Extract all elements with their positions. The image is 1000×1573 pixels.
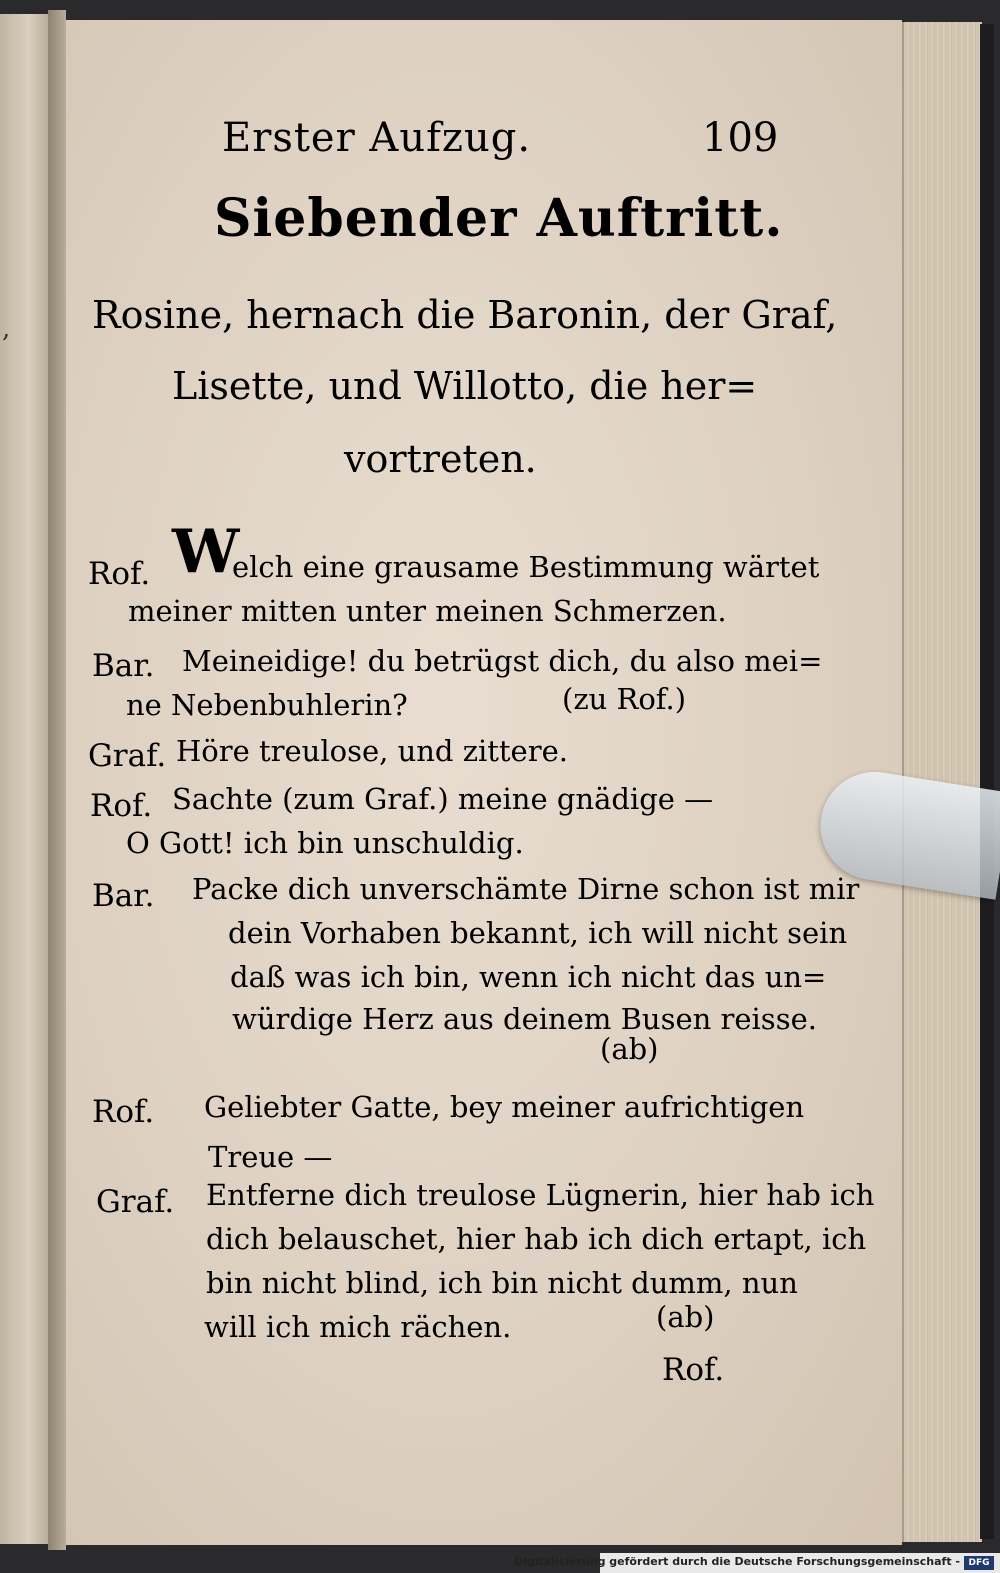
drop-cap: W xyxy=(172,517,240,587)
dfg-logo: DFG xyxy=(964,1556,994,1570)
speech-line: ne Nebenbuhlerin? xyxy=(126,688,408,722)
cast-line: Rosine, hernach die Baronin, der Graf, xyxy=(92,293,838,337)
speech-line: Sachte (zum Graf.) meine gnädige — xyxy=(172,782,714,816)
speech-line: dich belauschet, hier hab ich dich ertapt, ich xyxy=(206,1222,867,1256)
speech-line: O Gott! ich bin unschuldig. xyxy=(126,826,524,860)
digitization-credit: Digitalisierung gefördert durch die Deutsche Forschungsgemeinschaft - xyxy=(513,1555,960,1568)
speaker-label: Rof. xyxy=(88,556,151,592)
speech-line: Packe dich unverschämte Dirne schon ist mir xyxy=(192,872,860,906)
facing-page-edge xyxy=(0,14,48,1544)
speech-line: elch eine grausame Bestimmung wärtet xyxy=(232,550,820,584)
stage-direction: (zu Rof.) xyxy=(562,682,687,716)
scene-title: Siebender Auftritt. xyxy=(214,188,784,249)
running-head: Erster Aufzug. xyxy=(222,115,532,161)
page-number: 109 xyxy=(702,115,779,161)
speaker-label: Graf. xyxy=(96,1184,175,1220)
speaker-label: Bar. xyxy=(92,878,155,914)
speech-line: Höre treulose, und zittere. xyxy=(176,734,568,768)
speech-line: daß was ich bin, wenn ich nicht das un= xyxy=(230,960,827,994)
catchword: Rof. xyxy=(662,1352,725,1388)
speaker-label: Bar. xyxy=(92,648,155,684)
page-edge-shadow xyxy=(980,24,994,1539)
speech-line: Meineidige! du betrügst dich, du also mei= xyxy=(182,644,823,678)
speech-line: Geliebter Gatte, bey meiner aufrichtigen xyxy=(204,1090,805,1124)
speech-line: würdige Herz aus deinem Busen reisse. xyxy=(232,1002,817,1036)
speaker-label: Graf. xyxy=(88,738,167,774)
cast-line: vortreten. xyxy=(344,437,537,481)
speech-line: Entferne dich treulose Lügnerin, hier hab ich xyxy=(206,1178,875,1212)
speaker-label: Rof. xyxy=(90,788,153,824)
speech-line: dein Vorhaben bekannt, ich will nicht sein xyxy=(228,916,848,950)
facing-page-mark: , xyxy=(2,314,11,344)
speaker-label: Rof. xyxy=(92,1094,155,1130)
speech-line: Treue — xyxy=(208,1140,333,1174)
stage-direction: (ab) xyxy=(600,1032,659,1066)
speech-line: meiner mitten unter meinen Schmerzen. xyxy=(128,594,727,628)
speech-line: will ich mich rächen. xyxy=(204,1310,512,1344)
book-gutter xyxy=(48,10,66,1550)
stage-direction: (ab) xyxy=(656,1300,715,1334)
speech-line: bin nicht blind, ich bin nicht dumm, nun xyxy=(206,1266,798,1300)
cast-line: Lisette, und Willotto, die her= xyxy=(172,364,758,408)
